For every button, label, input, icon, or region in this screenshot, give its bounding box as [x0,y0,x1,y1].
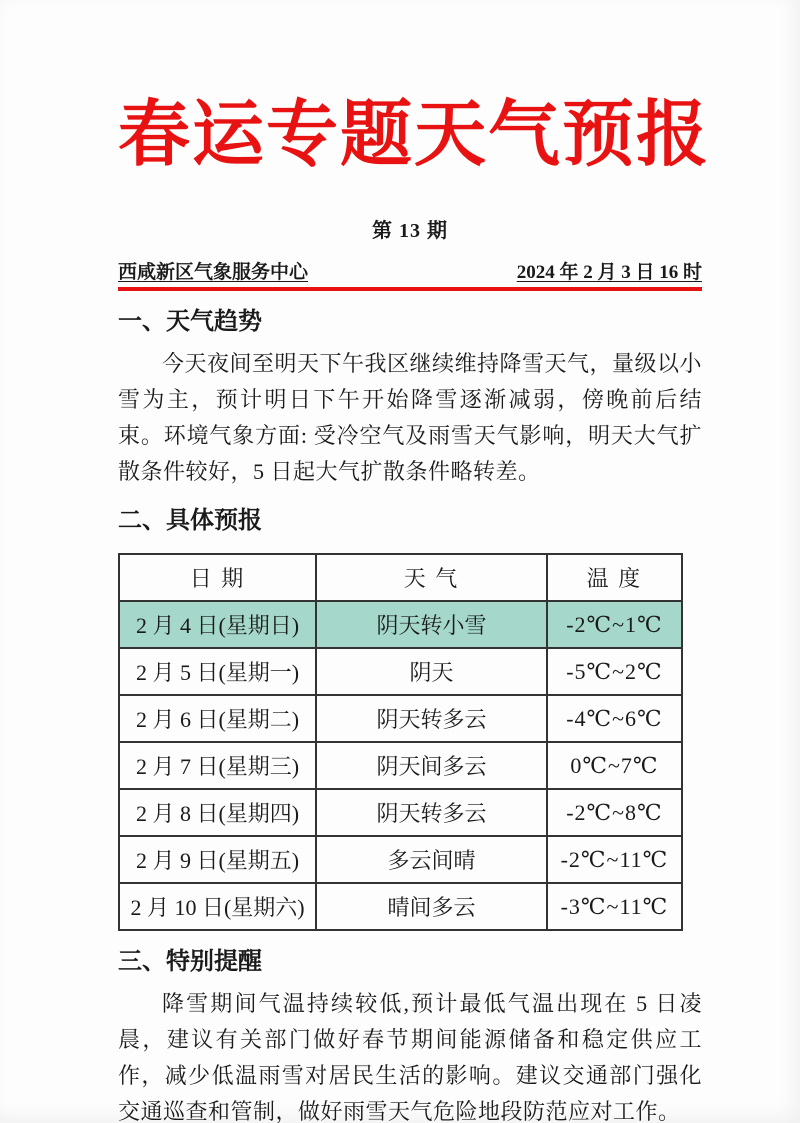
weather-cell: 阴天转多云 [316,789,547,836]
issuer-row [118,257,702,291]
temperature-cell: -3℃~11℃ [547,883,682,930]
temperature-cell: -2℃~1℃ [547,601,682,648]
weather-cell: 晴间多云 [316,883,547,930]
weather-trend-paragraph: 今天夜间至明天下午我区继续维持降雪天气，量级以小雪为主，预计明日下午开始降雪逐渐减弱，傍晚前后结束。环境气象方面: 受冷空气及雨雪天气影响，明天大气扩散条件较好，5 日起大气扩散条件略转差。 [118,351,703,484]
section-heading-weather-trend: 一、天气趋势 [118,308,262,335]
date-cell: 2 月 10 日(星期六) [119,883,316,930]
table-row [119,648,682,695]
table-row-highlighted [119,601,682,648]
issue-datetime: 2024 年 2 月 3 日 16 时 [516,262,702,283]
temperature-cell: -2℃~8℃ [547,789,682,836]
section-heading-detailed-forecast: 二、具体预报 [118,507,262,534]
table-row [119,836,682,883]
special-reminder-paragraph: 降雪期间气温持续较低,预计最低气温出现在 5 日凌晨，建议有关部门做好春节期间能源储备和稳定供应工作，减少低温雨雪对居民生活的影响。建议交通部门强化交通巡查和管制，做好雨雪天气危险地段防范应对工作。 [118,991,702,1123]
date-cell: 2 月 4 日(星期日) [119,601,316,648]
table-header-date: 日 期 [119,554,316,601]
temperature-cell: -5℃~2℃ [547,648,682,695]
forecast-table [118,553,683,931]
table-header-temperature: 温 度 [547,554,682,601]
date-cell: 2 月 5 日(星期一) [119,648,316,695]
weather-cell: 阴天 [316,648,547,695]
table-row [119,883,682,930]
table-header-row [119,554,682,601]
date-cell: 2 月 9 日(星期五) [119,836,316,883]
temperature-cell: 0℃~7℃ [547,742,682,789]
temperature-cell: -4℃~6℃ [547,695,682,742]
section-heading-special-reminder: 三、特别提醒 [118,948,262,975]
temperature-cell: -2℃~11℃ [547,836,682,883]
date-cell: 2 月 7 日(星期三) [119,742,316,789]
weather-cell: 阴天转多云 [316,695,547,742]
table-row [119,695,682,742]
table-header-weather: 天 气 [316,554,547,601]
table-row [119,789,682,836]
weather-cell: 阴天转小雪 [316,601,547,648]
weather-cell: 阴天间多云 [316,742,547,789]
document-title: 春运专题天气预报 [118,95,711,175]
weather-cell: 多云间晴 [316,836,547,883]
date-cell: 2 月 8 日(星期四) [119,789,316,836]
issuer-name: 西咸新区气象服务中心 [118,262,309,283]
date-cell: 2 月 6 日(星期二) [119,695,316,742]
table-row [119,742,682,789]
issue-number: 第 13 期 [372,220,448,242]
